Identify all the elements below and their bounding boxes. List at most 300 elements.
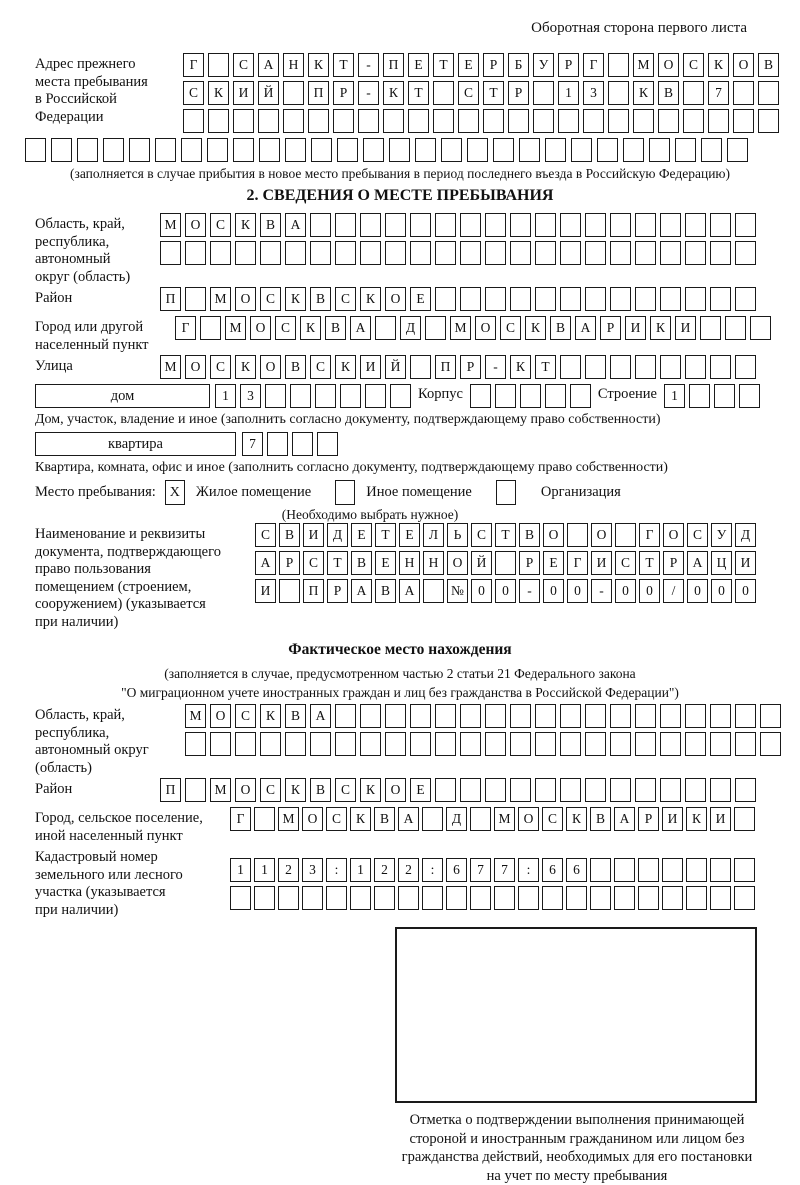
char-cell[interactable]: Ц (711, 551, 732, 575)
char-cell[interactable] (735, 355, 756, 379)
char-cell[interactable] (518, 886, 539, 910)
char-cell[interactable] (435, 732, 456, 756)
char-cell[interactable] (686, 886, 707, 910)
char-cell[interactable] (739, 384, 760, 408)
char-cell[interactable] (385, 213, 406, 237)
char-cell[interactable] (685, 778, 706, 802)
char-cell[interactable] (758, 109, 779, 133)
char-cell[interactable] (685, 355, 706, 379)
char-cell[interactable]: К (686, 807, 707, 831)
char-cell[interactable] (385, 732, 406, 756)
char-cell[interactable] (510, 778, 531, 802)
char-cell[interactable]: С (335, 287, 356, 311)
char-cell[interactable]: С (615, 551, 636, 575)
char-cell[interactable]: Р (327, 579, 348, 603)
char-cell[interactable] (207, 138, 228, 162)
char-cell[interactable] (614, 858, 635, 882)
char-cell[interactable] (260, 241, 281, 265)
char-cell[interactable]: В (260, 213, 281, 237)
char-cell[interactable]: С (542, 807, 563, 831)
char-cell[interactable]: 3 (240, 384, 261, 408)
char-cell[interactable] (735, 241, 756, 265)
char-cell[interactable] (233, 138, 254, 162)
char-cell[interactable] (283, 81, 304, 105)
char-cell[interactable] (660, 287, 681, 311)
char-cell[interactable]: Г (567, 551, 588, 575)
char-cell[interactable] (685, 287, 706, 311)
char-cell[interactable]: О (260, 355, 281, 379)
char-cell[interactable]: 3 (583, 81, 604, 105)
char-cell[interactable] (335, 732, 356, 756)
char-cell[interactable] (760, 732, 781, 756)
char-cell[interactable] (441, 138, 462, 162)
char-cell[interactable]: А (350, 316, 371, 340)
char-cell[interactable] (235, 241, 256, 265)
char-cell[interactable]: О (591, 523, 612, 547)
char-cell[interactable] (566, 886, 587, 910)
char-cell[interactable] (460, 213, 481, 237)
char-cell[interactable]: 0 (543, 579, 564, 603)
char-cell[interactable]: К (708, 53, 729, 77)
char-cell[interactable]: 2 (278, 858, 299, 882)
char-cell[interactable]: В (285, 355, 306, 379)
char-cell[interactable]: Т (535, 355, 556, 379)
char-cell[interactable] (425, 316, 446, 340)
char-cell[interactable] (333, 109, 354, 133)
char-cell[interactable]: / (663, 579, 684, 603)
char-cell[interactable] (510, 287, 531, 311)
char-cell[interactable]: О (658, 53, 679, 77)
char-cell[interactable]: 1 (215, 384, 236, 408)
char-cell[interactable]: М (160, 355, 181, 379)
char-cell[interactable] (710, 732, 731, 756)
char-cell[interactable] (360, 213, 381, 237)
char-cell[interactable]: П (383, 53, 404, 77)
char-cell[interactable] (208, 109, 229, 133)
char-cell[interactable] (567, 523, 588, 547)
char-cell[interactable] (285, 732, 306, 756)
char-cell[interactable] (734, 858, 755, 882)
char-cell[interactable] (410, 732, 431, 756)
char-cell[interactable] (560, 778, 581, 802)
char-cell[interactable]: С (210, 213, 231, 237)
char-cell[interactable] (470, 807, 491, 831)
char-cell[interactable]: М (185, 704, 206, 728)
char-cell[interactable] (710, 241, 731, 265)
char-cell[interactable] (375, 316, 396, 340)
char-cell[interactable] (685, 732, 706, 756)
char-cell[interactable]: С (235, 704, 256, 728)
char-cell[interactable] (660, 213, 681, 237)
char-cell[interactable] (433, 109, 454, 133)
char-cell[interactable]: - (358, 53, 379, 77)
char-cell[interactable] (285, 138, 306, 162)
char-cell[interactable]: П (435, 355, 456, 379)
char-cell[interactable] (608, 81, 629, 105)
char-cell[interactable]: Р (279, 551, 300, 575)
char-cell[interactable]: 2 (374, 858, 395, 882)
char-cell[interactable] (495, 551, 516, 575)
char-cell[interactable]: 7 (708, 81, 729, 105)
char-cell[interactable]: О (663, 523, 684, 547)
char-cell[interactable]: И (360, 355, 381, 379)
char-cell[interactable]: С (260, 287, 281, 311)
char-cell[interactable] (685, 213, 706, 237)
char-cell[interactable]: К (208, 81, 229, 105)
checkbox-organization[interactable] (496, 480, 516, 505)
checkbox-other-premises[interactable] (335, 480, 355, 505)
char-cell[interactable] (200, 316, 221, 340)
char-cell[interactable]: С (183, 81, 204, 105)
char-cell[interactable]: 0 (567, 579, 588, 603)
char-cell[interactable] (210, 241, 231, 265)
char-cell[interactable] (735, 704, 756, 728)
char-cell[interactable] (660, 355, 681, 379)
char-cell[interactable] (408, 109, 429, 133)
char-cell[interactable] (597, 138, 618, 162)
char-cell[interactable] (510, 241, 531, 265)
char-cell[interactable] (662, 858, 683, 882)
char-cell[interactable] (638, 858, 659, 882)
char-cell[interactable] (660, 704, 681, 728)
char-cell[interactable] (533, 81, 554, 105)
char-cell[interactable]: В (285, 704, 306, 728)
char-cell[interactable] (422, 807, 443, 831)
char-cell[interactable] (710, 858, 731, 882)
char-cell[interactable]: К (235, 213, 256, 237)
char-cell[interactable]: П (160, 778, 181, 802)
char-cell[interactable]: М (210, 287, 231, 311)
char-cell[interactable] (535, 778, 556, 802)
char-cell[interactable]: К (566, 807, 587, 831)
char-cell[interactable] (360, 732, 381, 756)
char-cell[interactable] (610, 287, 631, 311)
char-cell[interactable] (435, 704, 456, 728)
char-cell[interactable] (458, 109, 479, 133)
char-cell[interactable]: Й (471, 551, 492, 575)
char-cell[interactable] (160, 241, 181, 265)
char-cell[interactable]: : (518, 858, 539, 882)
char-cell[interactable] (658, 109, 679, 133)
char-cell[interactable]: Г (230, 807, 251, 831)
char-cell[interactable]: О (518, 807, 539, 831)
char-cell[interactable]: 7 (242, 432, 263, 456)
char-cell[interactable]: - (591, 579, 612, 603)
char-cell[interactable] (638, 886, 659, 910)
char-cell[interactable]: А (575, 316, 596, 340)
char-cell[interactable] (292, 432, 313, 456)
char-cell[interactable] (494, 886, 515, 910)
char-cell[interactable]: 3 (302, 858, 323, 882)
char-cell[interactable] (335, 704, 356, 728)
char-cell[interactable] (560, 732, 581, 756)
char-cell[interactable] (608, 109, 629, 133)
char-cell[interactable]: Т (483, 81, 504, 105)
char-cell[interactable] (422, 886, 443, 910)
char-cell[interactable] (317, 432, 338, 456)
char-cell[interactable] (460, 778, 481, 802)
char-cell[interactable] (683, 109, 704, 133)
char-cell[interactable]: П (303, 579, 324, 603)
char-cell[interactable]: А (399, 579, 420, 603)
char-cell[interactable]: К (235, 355, 256, 379)
char-cell[interactable] (610, 241, 631, 265)
char-cell[interactable] (435, 241, 456, 265)
char-cell[interactable] (535, 241, 556, 265)
char-cell[interactable]: А (255, 551, 276, 575)
char-cell[interactable] (585, 287, 606, 311)
char-cell[interactable] (210, 732, 231, 756)
char-cell[interactable]: К (633, 81, 654, 105)
char-cell[interactable]: М (633, 53, 654, 77)
char-cell[interactable]: Т (327, 551, 348, 575)
char-cell[interactable]: О (385, 778, 406, 802)
char-cell[interactable] (571, 138, 592, 162)
char-cell[interactable] (185, 241, 206, 265)
char-cell[interactable]: И (233, 81, 254, 105)
char-cell[interactable] (558, 109, 579, 133)
char-cell[interactable]: К (285, 287, 306, 311)
char-cell[interactable]: С (683, 53, 704, 77)
char-cell[interactable] (25, 138, 46, 162)
char-cell[interactable]: 2 (398, 858, 419, 882)
char-cell[interactable]: Т (375, 523, 396, 547)
char-cell[interactable]: Е (408, 53, 429, 77)
char-cell[interactable] (508, 109, 529, 133)
char-cell[interactable] (410, 704, 431, 728)
char-cell[interactable] (635, 778, 656, 802)
char-cell[interactable] (360, 704, 381, 728)
char-cell[interactable] (733, 109, 754, 133)
char-cell[interactable] (390, 384, 411, 408)
char-cell[interactable]: Е (410, 287, 431, 311)
char-cell[interactable] (649, 138, 670, 162)
char-cell[interactable]: Ь (447, 523, 468, 547)
char-cell[interactable] (398, 886, 419, 910)
char-cell[interactable] (710, 287, 731, 311)
char-cell[interactable]: М (450, 316, 471, 340)
char-cell[interactable] (311, 138, 332, 162)
char-cell[interactable] (686, 858, 707, 882)
char-cell[interactable]: А (310, 704, 331, 728)
char-cell[interactable]: К (335, 355, 356, 379)
char-cell[interactable]: И (303, 523, 324, 547)
char-cell[interactable]: 1 (230, 858, 251, 882)
char-cell[interactable] (610, 355, 631, 379)
char-cell[interactable]: С (255, 523, 276, 547)
char-cell[interactable] (260, 732, 281, 756)
char-cell[interactable] (542, 886, 563, 910)
char-cell[interactable] (265, 384, 286, 408)
char-cell[interactable]: Т (408, 81, 429, 105)
char-cell[interactable] (583, 109, 604, 133)
char-cell[interactable] (519, 138, 540, 162)
char-cell[interactable] (358, 109, 379, 133)
char-cell[interactable]: С (275, 316, 296, 340)
char-cell[interactable] (308, 109, 329, 133)
char-cell[interactable]: В (325, 316, 346, 340)
char-cell[interactable] (185, 732, 206, 756)
char-cell[interactable]: Т (333, 53, 354, 77)
char-cell[interactable] (535, 704, 556, 728)
char-cell[interactable] (700, 316, 721, 340)
char-cell[interactable] (279, 579, 300, 603)
char-cell[interactable]: И (625, 316, 646, 340)
char-cell[interactable]: В (310, 778, 331, 802)
char-cell[interactable] (363, 138, 384, 162)
char-cell[interactable] (258, 109, 279, 133)
char-cell[interactable] (560, 213, 581, 237)
char-cell[interactable] (590, 886, 611, 910)
char-cell[interactable] (635, 241, 656, 265)
char-cell[interactable] (683, 81, 704, 105)
char-cell[interactable] (460, 732, 481, 756)
char-cell[interactable]: И (591, 551, 612, 575)
char-cell[interactable] (734, 807, 755, 831)
char-cell[interactable] (155, 138, 176, 162)
char-cell[interactable]: 0 (735, 579, 756, 603)
char-cell[interactable]: Н (423, 551, 444, 575)
char-cell[interactable]: А (258, 53, 279, 77)
char-cell[interactable]: В (279, 523, 300, 547)
char-cell[interactable] (735, 213, 756, 237)
char-cell[interactable]: № (447, 579, 468, 603)
char-cell[interactable] (689, 384, 710, 408)
char-cell[interactable] (435, 287, 456, 311)
char-cell[interactable] (758, 81, 779, 105)
char-cell[interactable] (585, 241, 606, 265)
char-cell[interactable] (710, 886, 731, 910)
char-cell[interactable] (435, 213, 456, 237)
char-cell[interactable]: П (308, 81, 329, 105)
char-cell[interactable] (460, 704, 481, 728)
char-cell[interactable]: К (300, 316, 321, 340)
char-cell[interactable]: Р (508, 81, 529, 105)
char-cell[interactable] (360, 241, 381, 265)
char-cell[interactable] (614, 886, 635, 910)
char-cell[interactable]: К (260, 704, 281, 728)
char-cell[interactable] (485, 704, 506, 728)
char-cell[interactable] (610, 213, 631, 237)
char-cell[interactable]: М (160, 213, 181, 237)
char-cell[interactable]: Д (327, 523, 348, 547)
char-cell[interactable] (310, 241, 331, 265)
char-cell[interactable] (485, 732, 506, 756)
char-cell[interactable]: В (374, 807, 395, 831)
char-cell[interactable] (183, 109, 204, 133)
char-cell[interactable]: М (494, 807, 515, 831)
char-cell[interactable]: С (335, 778, 356, 802)
char-cell[interactable]: С (310, 355, 331, 379)
char-cell[interactable] (535, 732, 556, 756)
char-cell[interactable]: Л (423, 523, 444, 547)
char-cell[interactable] (77, 138, 98, 162)
char-cell[interactable]: О (447, 551, 468, 575)
char-cell[interactable] (385, 241, 406, 265)
char-cell[interactable]: И (255, 579, 276, 603)
char-cell[interactable]: О (235, 287, 256, 311)
char-cell[interactable] (710, 778, 731, 802)
char-cell[interactable]: Н (283, 53, 304, 77)
char-cell[interactable]: Д (446, 807, 467, 831)
char-cell[interactable] (233, 109, 254, 133)
char-cell[interactable]: В (310, 287, 331, 311)
char-cell[interactable] (185, 778, 206, 802)
char-cell[interactable]: О (302, 807, 323, 831)
char-cell[interactable]: С (233, 53, 254, 77)
char-cell[interactable]: В (351, 551, 372, 575)
char-cell[interactable]: О (210, 704, 231, 728)
char-cell[interactable] (335, 213, 356, 237)
char-cell[interactable]: - (358, 81, 379, 105)
char-cell[interactable] (350, 886, 371, 910)
char-cell[interactable] (310, 732, 331, 756)
char-cell[interactable]: 1 (558, 81, 579, 105)
char-cell[interactable] (635, 704, 656, 728)
char-cell[interactable]: К (650, 316, 671, 340)
char-cell[interactable]: А (687, 551, 708, 575)
char-cell[interactable] (385, 704, 406, 728)
char-cell[interactable] (446, 886, 467, 910)
char-cell[interactable]: - (485, 355, 506, 379)
char-cell[interactable]: Н (399, 551, 420, 575)
char-cell[interactable]: И (675, 316, 696, 340)
char-cell[interactable]: Е (543, 551, 564, 575)
char-cell[interactable] (608, 53, 629, 77)
char-cell[interactable]: С (303, 551, 324, 575)
char-cell[interactable] (435, 778, 456, 802)
char-cell[interactable] (510, 732, 531, 756)
char-cell[interactable]: Е (410, 778, 431, 802)
char-cell[interactable]: 0 (711, 579, 732, 603)
char-cell[interactable]: С (471, 523, 492, 547)
char-cell[interactable] (230, 886, 251, 910)
char-cell[interactable]: А (398, 807, 419, 831)
char-cell[interactable] (535, 213, 556, 237)
char-cell[interactable] (734, 886, 755, 910)
char-cell[interactable] (590, 858, 611, 882)
char-cell[interactable] (433, 81, 454, 105)
char-cell[interactable]: К (383, 81, 404, 105)
char-cell[interactable] (733, 81, 754, 105)
char-cell[interactable] (660, 778, 681, 802)
char-cell[interactable] (267, 432, 288, 456)
char-cell[interactable]: Т (495, 523, 516, 547)
char-cell[interactable]: А (285, 213, 306, 237)
char-cell[interactable] (585, 704, 606, 728)
char-cell[interactable]: 1 (350, 858, 371, 882)
char-cell[interactable]: Р (600, 316, 621, 340)
char-cell[interactable]: 1 (254, 858, 275, 882)
char-cell[interactable]: Р (333, 81, 354, 105)
char-cell[interactable] (735, 732, 756, 756)
char-cell[interactable] (635, 213, 656, 237)
char-cell[interactable]: И (735, 551, 756, 575)
char-cell[interactable] (710, 213, 731, 237)
char-cell[interactable]: С (260, 778, 281, 802)
char-cell[interactable] (635, 287, 656, 311)
char-cell[interactable] (735, 287, 756, 311)
char-cell[interactable] (701, 138, 722, 162)
char-cell[interactable] (560, 241, 581, 265)
char-cell[interactable]: К (510, 355, 531, 379)
char-cell[interactable] (708, 109, 729, 133)
char-cell[interactable]: А (351, 579, 372, 603)
char-cell[interactable] (635, 355, 656, 379)
char-cell[interactable] (685, 704, 706, 728)
char-cell[interactable] (535, 287, 556, 311)
char-cell[interactable]: Е (375, 551, 396, 575)
